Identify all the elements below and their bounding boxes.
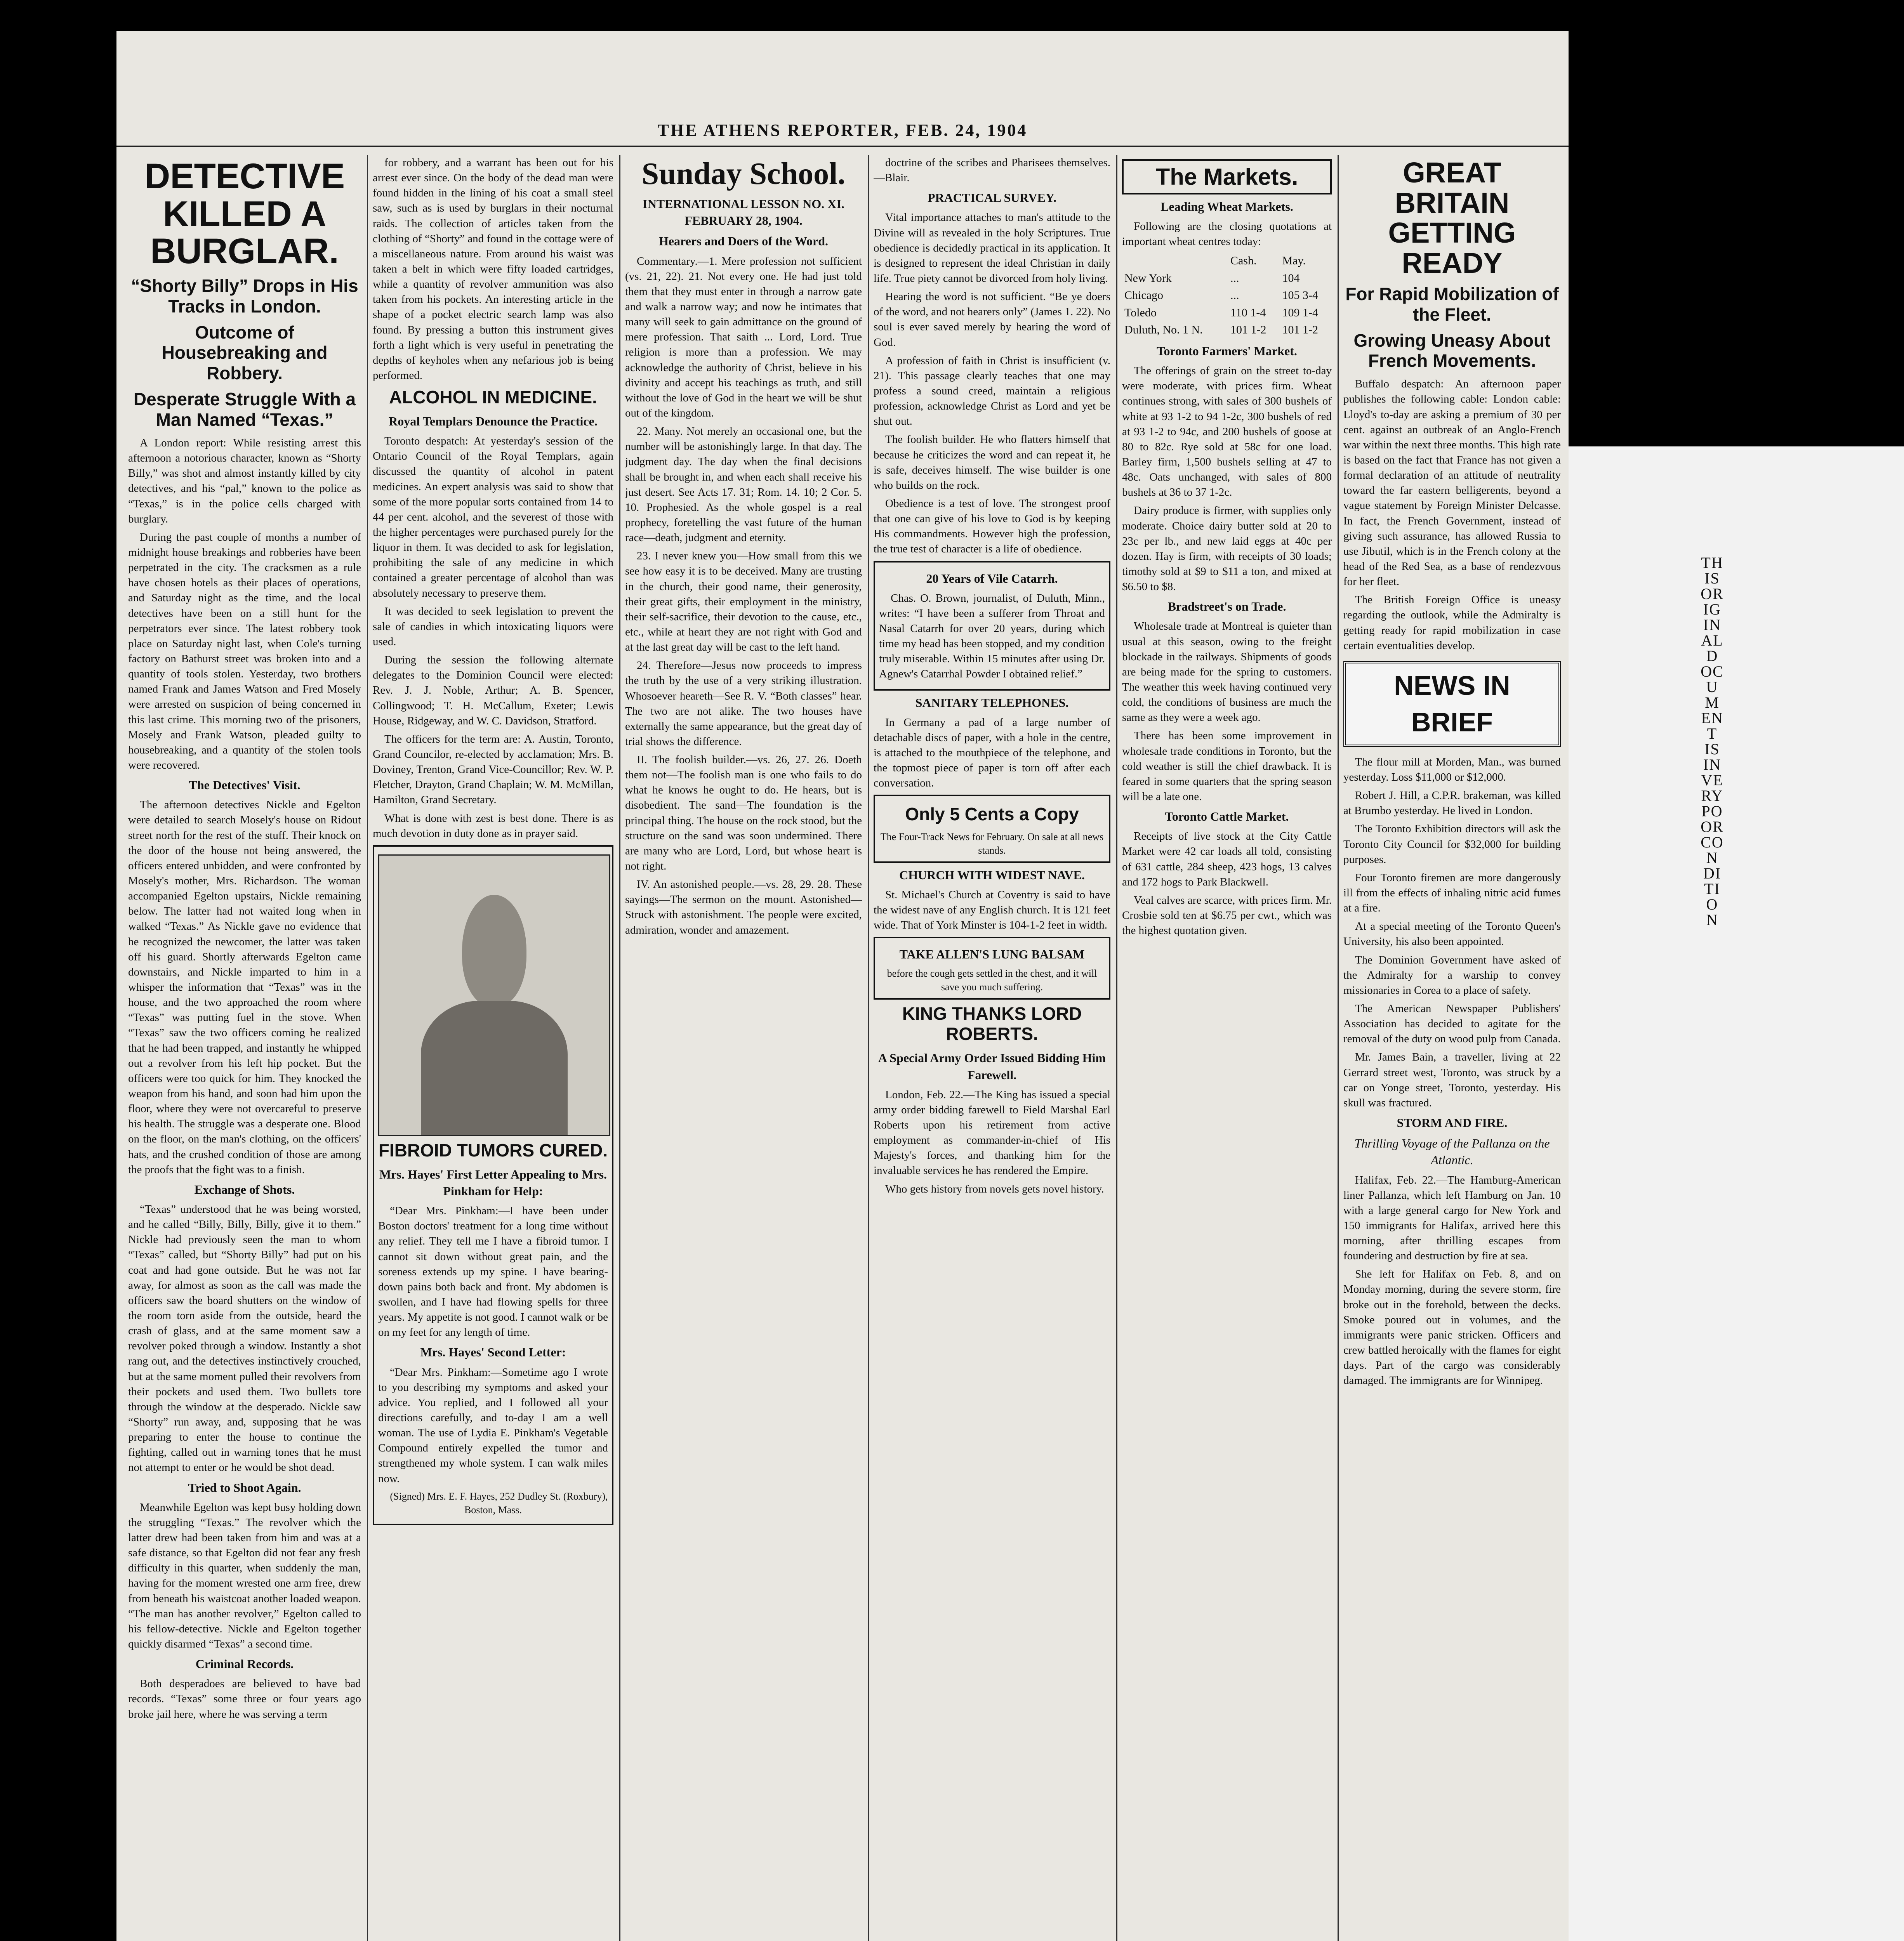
table-row (1122, 304, 1332, 322)
paragraph: 23. I never knew you—How small from this we see how easy it is to be deceived. Many are trusting in the church, their good name, their generosity, their great gifts, their employment in the ministry, their self-sacrifice, their devotion to the cause, etc., etc., while at heart they are not right with God and at the last great day will be cast to the left hand. (625, 550, 862, 654)
subhead: Criminal Records. (195, 1657, 294, 1671)
paragraph: IV. An astonished people.—vs. 28, 29. 28. These sayings—The sermon on the mount. Astonished—Struck with astonishment. The people were excited, admiration, wonder and amazement. (625, 878, 862, 936)
table-row (1122, 321, 1332, 339)
column-6 (1343, 155, 1561, 1941)
paragraph: The afternoon detectives Nickle and Egelton were detailed to search Mosely's house on Ridout street north for the rest of the stuff. Their knock on the door of the house not being answered, the officers entered unbidden, and were confronted by Mosely's mother, Mrs. Richardson. The woman accompanied Egelton upstairs, Nickle remaining below. The latter had not waited long when in walked “Texas.” As Nickle gave no evidence that he recognized the newcomer, the latter was taken off his guard. Shortly afterwards Egelton came downstairs, and Nickle imparted to him in a whisper the information that “Texas” was in the house, and the two approached the room where “Texas” was putting fuel in the stove. When “Texas” saw the two officers coming he realized that he had been trapped, and instantly he whipped out a revolver from his left hip pocket. But the officers were too quick for him. They knocked the weapon from his hand, and soon had him upon the floor, where they were not overcareful to preserve his health. The struggle was a desperate one. Blood on the floor, on the man's clothing, on the officers' hats, and the crushed condition of those are among the proofs that the fight was to a finish. (128, 799, 361, 1176)
paragraph: During the past couple of months a number of midnight house breakings and robberies have been perpetrated in the city. The cracksmen as a rule have chosen hotels as their places of operations, and Saturday night as the time, and the local detectives have been on a still hunt for the perpetrators ever since. The latest robbery took place on Saturday night last, when Cole's turning factory on Bathurst street was broken into and a quantity of tools stolen. Yesterday, two brothers named Frank and James Watson and Fred Mosely were arrested on suspicion of being concerned in this last crime. This morning two of the prisoners, Mosely and Frank Watson, pleaded guilty to housebreaking, and a quantity of the stolen tools were recovered. (128, 531, 361, 771)
paragraph: St. Michael's Church at Coventry is said to have the widest nave of any English church. It is 121 feet wide. That of York Minster is 104-1-2 feet in width. (874, 888, 1110, 932)
paragraph: Veal calves are scarce, with prices firm. Mr. Crosbie sold ten at $6.75 per cwt., which was the highest quotation given. (1122, 894, 1332, 937)
deck: For Rapid Mobilization of the Fleet. (1345, 283, 1559, 325)
paragraph: II. The foolish builder.—vs. 26, 27. 26. Doeth them not—The foolish man is one who fails to do what he knows he ought to do. He hears, but is disobedient. The sand—The foundation is the principal thing. The house on the rock stood, but the structure on the sand was soon undermined. There are many who are Lord, Lord, but whose heart is not right. (625, 753, 862, 873)
ad-title: FIBROID TUMORS CURED. (378, 1140, 608, 1160)
paragraph: She left for Halifax on Feb. 8, and on Monday morning, during the severe storm, fire broke out in the forehold, between the decks. Smoke poured out in volumes, and the immigrants were panic stricken. Officers and crew battled heroically with the flames for eight days. Part of the cargo was considerably damaged. The immigrants are for Winnipeg. (1343, 1268, 1561, 1387)
paragraph: The Toronto Exhibition directors will ask the Toronto City Council for $32,000 for building purposes. (1343, 823, 1561, 866)
paragraph: The foolish builder. He who flatters himself that because he criticizes the word and can repeat it, he is safe, deceives himself. The wise builder is one who builds on the rock. (874, 433, 1110, 491)
deck: Royal Templars Denounce the Practice. (389, 414, 598, 428)
pinkham-advertisement (373, 845, 613, 1525)
deck: Outcome of Housebreaking and Robbery. (162, 322, 328, 384)
paragraph: Halifax, Feb. 22.—The Hamburg-American liner Pallanza, which left Hamburg on Jan. 10 with a large general cargo for New York and 150 immigrants for Halifax, arrived here this morning, after thrilling escapes from foundering and destruction by fire at sea. (1343, 1174, 1561, 1262)
paragraph: Buffalo despatch: An afternoon paper publishes the following cable: London cable: Lloyd's to-day are asking a premium of 30 per cent. against an outbreak of an Anglo-French war within the next three months. This high rate is based on the fact that France has not given a formal declaration of an attitude of neutrality toward the far eastern belligerents, beyond a vague statement by Foreign Minister Delcasse. In fact, the French Government, instead of giving such assurance, has allowed Russia to use Jibutil, which is in the French colony at the head of the Red Sea, as a base of rendezvous for her fleet. (1343, 378, 1561, 588)
paragraph: Mr. James Bain, a traveller, living at 22 Gerrard street west, Toronto, was struck by a car on Yonge street, Toronto, yesterday. His skull was fractured. (1343, 1051, 1561, 1109)
paragraph: The offerings of grain on the street to-day were moderate, with prices firm. Wheat continues strong, with sales of 300 bushels of white at 93 1-2 to 94 1-2c, 300 bushels of red at 93 1-2 to 94c, and 200 bushels of goose at 80 to 82c. Rye sold at 58c for one load. Barley firm, 1,500 bushels selling at 47 to 48c. Oats unchanged, with sales of 800 bushels at 36 to 37 1-2c. (1122, 365, 1332, 499)
ad-deck: Mrs. Hayes' First Letter Appealing to Mrs. Pinkham for Help: (379, 1167, 607, 1198)
headline-markets: The Markets. (1155, 164, 1298, 190)
table-header (1122, 252, 1228, 270)
headline-sunday-school: Sunday School. (641, 157, 846, 191)
deck: Desperate Struggle With a Man Named “Texas.” (133, 389, 356, 430)
paragraph: The Dominion Government have asked of the Admiralty for a warship to convey missionaries in Corea to a place of safety. (1343, 953, 1561, 997)
paragraph: for robbery, and a warrant has been out for his arrest ever since. On the body of the dead man were found hidden in the lining of his coat a small steel saw, such as is used by burglars in their nocturnal raids. The collection of articles taken from the clothing of “Shorty” and found in the cottage were of a miscellaneous nature. From around his waist was taken a belt in which were fifty loaded cartridges, while a quantity of revolver ammunition was also taken from his pockets. An interesting article in the shape of a pocket electric search lamp was also found. By pressing a button this instrument gives forth a light which is very useful in penetrating the depths of keyholes when any nefarious job is being performed. (373, 156, 613, 382)
lesson-line: INTERNATIONAL LESSON NO. XI. FEBRUARY 28, 1904. (643, 197, 844, 228)
table-cell: Chicago (1124, 289, 1163, 302)
table-header: May. (1282, 254, 1306, 267)
deck: Growing Uneasy About French Movements. (1353, 330, 1551, 371)
paragraph: Meanwhile Egelton was kept busy holding down the struggling “Texas.” The revolver which the latter drew had been taken from him and was at a safe distance, so that Egelton did not fear any fresh difficulty in this quarter, when suddenly the man, having for the moment wrested one arm free, drew from beneath his waistcoat another loaded weapon. “The man has another revolver,” Egelton called to his fellow-detective. Nickle and Egelton together quickly disarmed “Texas” a second time. (128, 1501, 361, 1650)
subhead: Leading Wheat Markets. (1160, 200, 1293, 214)
paragraph: 22. Many. Not merely an occasional one, but the number will be astonishingly large. In that day. The judgment day. The day when the final decisions shall be brought in, and when each shall receive his just desert. See Acts 17. 31; Rom. 14. 10; 2 Cor. 5. 10. Prophesied. As the whole gospel is a real prophecy, foretelling the vast future of the human race—death, judgment and eternity. (625, 425, 862, 544)
subhead: CHURCH WITH WIDEST NAVE. (899, 868, 1085, 882)
headline-alcohol: ALCOHOL IN MEDICINE. (389, 387, 597, 408)
table-cell: ... (1230, 271, 1239, 285)
table-cell: ... (1230, 289, 1239, 302)
paragraph: The British Foreign Office is uneasy regarding the outlook, while the Admiralty is getting ready for rapid mobilization in case certain eventualities develop. (1343, 594, 1561, 652)
table-cell: 109 1-4 (1282, 306, 1318, 319)
ad-title: 20 Years of Vile Catarrh. (926, 571, 1058, 585)
markets-heading-box (1122, 159, 1332, 194)
table-cell: 101 1-2 (1282, 323, 1318, 337)
headline-great-britain: GREAT BRITAIN GETTING READY (1388, 156, 1516, 280)
table-cell: 104 (1282, 271, 1300, 285)
ad-text: before the cough gets settled in the chest, and it will save you much suffering. (887, 968, 1097, 993)
deck: Thrilling Voyage of the Pallanza on the Atlantic. (1354, 1136, 1550, 1167)
subhead: Exchange of Shots. (194, 1182, 295, 1196)
subhead: STORM AND FIRE. (1397, 1115, 1508, 1130)
column-5 (1122, 155, 1332, 1941)
paragraph: Commentary.—1. Mere profession not sufficient (vs. 21, 22). 21. Not every one. He had just told them that they must enter in through a narrow gate and walk a narrow way; and now he intimates that many will seek to gain admittance on the ground of mere profession. That saith ... Lord, Lord. True religion is more than a profession. We may acknowledge the authority of Christ, believe in his divinity and accept his teachings as truth, and still without the love of God in the heart we will be shut out of the kingdom. (625, 255, 862, 419)
paragraph: Following are the closing quotations at important wheat centres today: (1122, 220, 1332, 248)
paragraph: “Dear Mrs. Pinkham:—I have been under Boston doctors' treatment for a long time without any relief. They tell me I have a fibroid tumor. I cannot sit down without great pain, and the soreness extends up my spine. I have bearing-down pains both back and front. My abdomen is swollen, and I have had flowing spells for three years. My appetite is not good. I cannot walk or be on my feet for any length of time. (378, 1205, 608, 1339)
lung-balsam-ad (874, 937, 1110, 999)
subhead: Tried to Shoot Again. (188, 1480, 301, 1495)
paragraph: The flour mill at Morden, Man., was burned yesterday. Loss $11,000 or $12,000. (1343, 755, 1561, 783)
headline-detective: DETECTIVE KILLED A BURGLAR. (144, 156, 345, 271)
table-cell: 101 1-2 (1230, 323, 1266, 337)
paragraph: Who gets history from novels gets novel history. (885, 1182, 1104, 1195)
paragraph: Toronto despatch: At yesterday's session of the Ontario Council of the Royal Templars, again discussed the quantity of alcohol in patent medicines. An expert analysis was said to show that some of the more popular sorts contained from 14 to 44 per cent. alcohol, and the severest of those with the higher percentages were purchased purely for the liquor in them. It was decided to ask for legislation, prohibiting the sale of any medicine in which contained a greater percentage of alcohol than was absolutely necessary to preserve them. (373, 435, 613, 599)
subhead: The Detectives' Visit. (189, 778, 301, 792)
paragraph: London, Feb. 22.—The King has issued a special army order bidding farewell to Field Marshal Earl Roberts upon his retirement from active employment as commander-in-chief of His Majesty's forces, and thanking him for the invaluable services he has rendered the Empire. (874, 1088, 1110, 1177)
paragraph: A London report: While resisting arrest this afternoon a notorious character, known as “Shorty Billy,” was shot and almost instantly killed by city detectives, and his “pal,” known to the police as “Texas,” is in the police cells charged with burglary. (128, 437, 361, 525)
catarrh-ad (874, 561, 1110, 691)
condition-note: THIS ORIGINAL DOCUMENT IS IN VERY POOR CONDITION (1701, 554, 1724, 929)
paragraph: Wholesale trade at Montreal is quieter than usual at this season, owing to the freight blockade in the railways. Shipments of goods are being made for the spring to customers. The weather this week having continued very cold, the conditions of business are much the same as they were a week ago. (1122, 620, 1332, 724)
paragraph: Obedience is a test of love. The strongest proof that one can give of his love to God is by keeping His commandments. However high the profession, the true test of character is a life of obedience. (874, 497, 1110, 556)
four-track-ad (874, 795, 1110, 863)
deck: A Special Army Order Issued Bidding Him Farewell. (878, 1051, 1106, 1082)
news-in-brief-banner: NEWS IN BRIEF (1343, 661, 1561, 747)
paragraph: doctrine of the scribes and Pharisees themselves.—Blair. (874, 156, 1110, 184)
paragraph: “Dear Mrs. Pinkham:—Sometime ago I wrote to you describing my symptoms and asked your advice. You replied, and I followed all your directions carefully, and to-day I am a well woman. The use of Lydia E. Pinkham's Vegetable Compound entirely expelled the tumor and strengthened my whole system. I can walk miles now. (378, 1366, 608, 1485)
paragraph: The officers for the term are: A. Austin, Toronto, Grand Councilor, re-elected by acclamation; Mrs. B. Doviney, Trenton, Grand Vice-Councillor; Rev. W. P. Fletcher, Drayton, Grand Chaplain; W. M. McMillan, Hamilton, Grand Secretary. (373, 733, 613, 806)
paragraph: 24. Therefore—Jesus now proceeds to impress the truth by the use of a very striking illustration. Whosoever heareth—See R. V. “Both classes” hear. The two are not alike. The two houses have externally the same appearance, but the great day of trial shows the difference. (625, 659, 862, 748)
ad-subhead: Mrs. Hayes' Second Letter: (420, 1345, 566, 1359)
table-row (1122, 270, 1332, 287)
column-1 (128, 155, 361, 1941)
paragraph: A profession of faith in Christ is insufficient (v. 21). This passage clearly teaches that one may profess a sound creed, maintain a religious profession, acknowledge Christ as Lord and yet be shut out. (874, 354, 1110, 428)
ad-signature: (Signed) Mrs. E. F. Hayes, 252 Dudley St. (Roxbury), Boston, Mass. (390, 1490, 608, 1516)
masthead-rule (116, 146, 1569, 147)
paragraph: Receipts of live stock at the City Cattle Market were 42 car loads all told, consisting of 631 cattle, 284 sheep, 423 hogs, 13 calves and 172 hogs to Park Blackwell. (1122, 830, 1332, 888)
table-cell: Duluth, No. 1 N. (1124, 323, 1203, 337)
paragraph: There has been some improvement in wholesale trade conditions in Toronto, but the cold weather is still the chief drawback. It is feared in some quarters that the spring season will be a late one. (1122, 729, 1332, 803)
paragraph: “Texas” understood that he was being worsted, and he called “Billy, Billy, Billy, give it to them.” Nickle had previously seen the man to whom “Texas” called, but “Shorty Billy” had put on his coat and had gone outside. But he was not far away, for almost as soon as the call was made the officers saw the board shutters on the window of the room torn aside from the outside, heard the crash of glass, and at the same moment saw a revolver poked through a window. Instantly a shot rang out, and the detectives instinctively crouched, but at the same moment pulled their revolvers from their pockets and used them. Two bullets tore through the window at the desperado. Nickle saw “Shorty” run away, and, supposing that he was preparing to enter the house to continue the fighting, called out in warning tones that he must not attempt to enter or he would be shot dead. (128, 1203, 361, 1474)
paragraph: Four Toronto firemen are more dangerously ill from the effects of inhaling nitric acid fumes at a fire. (1343, 871, 1561, 915)
column-2 (373, 155, 613, 1941)
table-header: Cash. (1230, 254, 1257, 267)
subhead: Bradstreet's on Trade. (1167, 599, 1286, 614)
subhead: Toronto Farmers' Market. (1157, 344, 1297, 358)
paragraph: At a special meeting of the Toronto Queen's University, his also been appointed. (1343, 920, 1561, 948)
masthead: THE ATHENS REPORTER, FEB. 24, 1904 (657, 121, 1028, 140)
column-rule (619, 155, 620, 1941)
subhead: SANITARY TELEPHONES. (915, 695, 1069, 710)
paragraph: Dairy produce is firmer, with supplies only moderate. Choice dairy butter sold at 20 to 23c per lb., and new laid eggs at 40c per dozen. Hay is firm, with receipts of 30 loads; timothy sold at $9 to $11 a ton, and mixed at $6.50 to $8. (1122, 504, 1332, 593)
deck: “Shorty Billy” Drops in His Tracks in London. (131, 275, 358, 316)
column-4 (874, 155, 1110, 1941)
table-cell: 110 1-4 (1230, 306, 1266, 319)
margin-strip (1569, 446, 1904, 1941)
table-cell: Toledo (1124, 306, 1157, 319)
paragraph: Chas. O. Brown, journalist, of Duluth, Minn., writes: “I have been a sufferer from Throat and Nasal Catarrh for over 20 years, during which time my head has been stopped, and my condition truly miserable. Within 15 minutes after using Dr. Agnew's Catarrhal Powder I obtained relief.” (879, 592, 1105, 681)
table-row (1122, 287, 1332, 304)
column-rule (1338, 155, 1339, 1941)
ad-title: Only 5 Cents a Copy (905, 804, 1079, 825)
paragraph: The American Newspaper Publishers' Association has decided to agitate for the removal of the duty on wood pulp from Canada. (1343, 1002, 1561, 1045)
headline-king: KING THANKS LORD ROBERTS. (902, 1003, 1082, 1044)
wheat-quotes-table (1122, 252, 1332, 339)
table-cell: 105 3-4 (1282, 289, 1318, 302)
deck: Hearers and Doers of the Word. (658, 234, 829, 248)
paragraph: Robert J. Hill, a C.P.R. brakeman, was killed at Brumbo yesterday. He lived in London. (1343, 789, 1561, 817)
subhead: PRACTICAL SURVEY. (928, 191, 1056, 205)
ad-subtitle: The Four-Track News for February. On sale at all news stands. (880, 831, 1104, 856)
ad-title: TAKE ALLEN'S LUNG BALSAM (899, 947, 1085, 962)
subhead: Toronto Cattle Market. (1165, 809, 1289, 824)
paragraph: Both desperadoes are believed to have bad records. “Texas” some three or four years ago broke jail here, where he was serving a term (128, 1677, 361, 1721)
table-cell: New York (1124, 271, 1172, 285)
paragraph: During the session the following alternate delegates to the Dominion Council were elected: Rev. J. J. Noble, Arthur; A. B. Spencer, Collingwood; T. H. McCallum, Exeter; Lewis House, Ridgeway, and W. C. Davidson, Stratford. (373, 654, 613, 727)
column-rule (868, 155, 869, 1941)
paragraph: It was decided to seek legislation to prevent the sale of candies in which intoxicating liquors were used. (373, 605, 613, 648)
paragraph: Vital importance attaches to man's attitude to the Divine will as revealed in the holy Scriptures. True obedience is decidedly practical in its application. It is designed to represent the ideal Christian in daily life. True piety cannot be divorced from holy living. (874, 211, 1110, 285)
portrait-illustration (378, 854, 610, 1136)
paragraph: Hearing the word is not sufficient. “Be ye doers of the word, and not hearers only” (James 1. 22). No soul is ever saved merely by hearing the word of God. (874, 290, 1110, 349)
table-header-row (1122, 252, 1332, 270)
column-rule (1116, 155, 1117, 1941)
column-rule (367, 155, 368, 1941)
paragraph: In Germany a pad of a large number of detachable discs of paper, with a hole in the centre, is attached to the mouthpiece of the telephone, and the topmost piece of paper is torn off after each conversation. (874, 716, 1110, 790)
paragraph: What is done with zest is best done. There is as much devotion in duty done as in prayer said. (373, 812, 613, 840)
column-3 (625, 155, 862, 1941)
